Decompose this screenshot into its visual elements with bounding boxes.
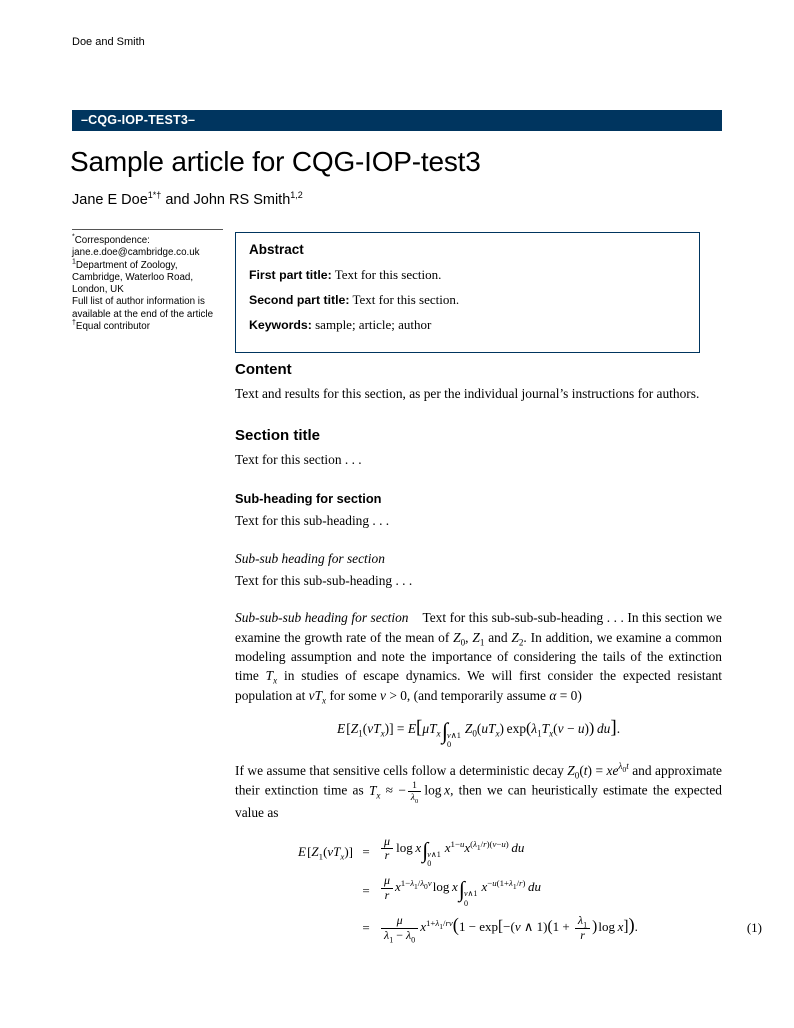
- equation-relation: =: [362, 920, 370, 936]
- equation-rhs: $\frac{\mu}{r}$ $x^{1-\lambda_1/\lambda_0v}$ log x ∫ v∧1 0 $x^{-u(1+\lambda_1/r)}$ du: [379, 874, 728, 908]
- article-body: [235, 360, 762, 948]
- abstract-keywords: [249, 316, 686, 334]
- equation-rhs: $\frac{\mu}{\lambda_1 - \lambda_0}$ $x^{1+\lambda_1/rv}(1 - \exp[-(v$ ∧ 1)(1 + $\frac{\lambda_1}{r}$ ) log x]).: [379, 914, 728, 942]
- authors-line: Jane E Doe$^{1*\dagger}$ and John RS Smith$^{1,2}$: [72, 190, 303, 208]
- display-equation-math: E $[Z_1(vT_x)] = E[\mu T_x$ ∫ v∧1 0 $Z_0(uT_x) \exp(\lambda_1T_x(v - u))$ du].: [336, 716, 621, 750]
- equation-relation: =: [362, 883, 370, 899]
- abstract-item-label: First part title:: [249, 268, 332, 282]
- abstract-item-label: Second part title:: [249, 293, 350, 307]
- paragraph-subsection: Text for this sub-heading . . .: [235, 513, 390, 529]
- section-heading-content: Content: [235, 361, 292, 378]
- subsubsection-heading: Sub-sub heading for section: [235, 550, 385, 566]
- affiliation-line: Cambridge, Waterloo Road,: [72, 271, 194, 283]
- paragraph-content: Text and results for this section, as per the individual journal’s instructions for authors.: [235, 386, 700, 402]
- article-title: Sample article for CQG-IOP-test3: [70, 146, 481, 177]
- paragraph-section: Text for this section . . .: [235, 451, 362, 467]
- display-equation: [235, 718, 722, 750]
- affiliation-line: $^1$Department of Zoology,: [72, 258, 178, 271]
- abstract-box: [235, 232, 700, 353]
- equation-row: [235, 835, 762, 869]
- subsection-heading: Sub-heading for section: [235, 491, 382, 507]
- running-head: Doe and Smith: [72, 36, 145, 48]
- abstract-heading: Abstract: [249, 242, 304, 257]
- correspondence-label: *Correspondence:: [72, 233, 150, 246]
- author-info-note: available at the end of the article: [72, 308, 214, 320]
- equal-contributor-note: †Equal contributor: [72, 319, 150, 333]
- runin-heading: Sub-sub-sub heading for section: [235, 610, 409, 626]
- journal-banner: [72, 110, 722, 131]
- equation-row: [235, 914, 762, 942]
- paragraph-runin: [235, 608, 722, 704]
- equation-rhs: $\frac{\mu}{r}$ log x ∫ v∧1 0 $x^{1-u}x^{(\lambda_1/r)(v-u)}$ du: [379, 835, 728, 869]
- keywords-text: sample; article; author: [315, 317, 432, 332]
- equation-relation: =: [362, 843, 370, 859]
- abstract-item-text: Text for this section.: [334, 267, 442, 282]
- paragraph-subsubsection: Text for this sub-sub-heading . . .: [235, 573, 413, 589]
- correspondence-email: jane.e.doe@cambridge.co.uk: [72, 247, 200, 259]
- abstract-item-text: Text for this section.: [352, 292, 460, 307]
- abstract-item: [249, 291, 686, 309]
- equation-number: (1): [746, 920, 762, 936]
- sidebar-divider: [72, 229, 223, 230]
- paragraph-assumption: If we assume that sensitive cells follow a deterministic decay $Z_0(t) = xe^{\lambda_0t}$ and approximate their extinction time as $T_x$ ≈ − $\frac{1}{\lambda_0}$ log x, then we can heuristically estimate the expected value as: [235, 761, 722, 821]
- abstract-item: [249, 266, 686, 284]
- keywords-label: Keywords:: [249, 318, 312, 332]
- affiliation-line: London, UK: [72, 284, 124, 296]
- section-heading-title: Section title: [235, 426, 321, 444]
- equation-row: [235, 874, 762, 908]
- journal-banner-text: –CQG-IOP-TEST3–: [81, 113, 196, 127]
- author-info-note: Full list of author information is: [72, 296, 205, 308]
- aligned-equation-group: [235, 835, 762, 943]
- equation-lhs: E $[Z_1(vT_x)]$: [298, 843, 353, 862]
- correspondence-block: [72, 235, 232, 333]
- runin-text: Text for this sub-sub-sub-heading . . . In this section we examine the growth rate of the mean of $Z_0$, $Z_1$ and $Z_2$. In addition, we examine a common modeling assumption and note the importance of considering the tails of the extinction time $T_x$ in studies of escape dynamics. We will first consider the expected resistant population at $vT_x$ for some v > 0, (and temporarily assume α = 0): [235, 610, 723, 706]
